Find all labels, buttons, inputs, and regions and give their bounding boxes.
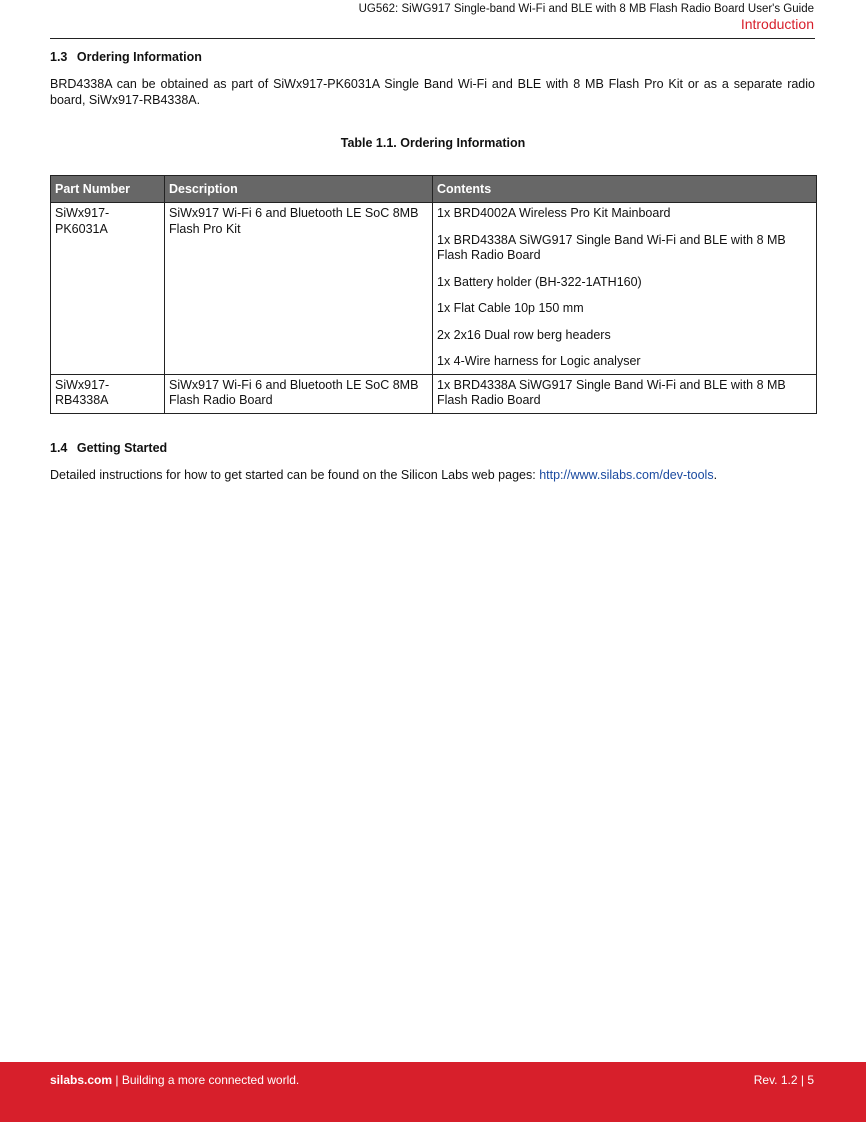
column-header: Description [165,176,433,203]
footer-slogan: | Building a more connected world. [112,1073,300,1087]
ordering-table [50,175,817,414]
table-row [51,374,817,413]
contents-cell [433,203,817,375]
section-name: Introduction [740,16,814,32]
page-footer [0,1062,866,1122]
content-item: 1x BRD4338A SiWG917 Single Band Wi-Fi and BLE with 8 MB Flash Radio Board [437,377,786,407]
content-item: 1x BRD4338A SiWG917 Single Band Wi-Fi and BLE with 8 MB Flash Radio Board [437,232,786,262]
description-cell: SiWx917 Wi-Fi 6 and Bluetooth LE SoC 8MB Flash Pro Kit [165,203,433,375]
table-header-row [51,176,817,203]
contents-cell [433,374,817,413]
section-number: 1.3 [50,50,68,64]
part-number-cell: SiWx917-PK6031A [51,203,165,375]
getting-started-paragraph [50,468,815,484]
table-caption: Table 1.1. Ordering Information [340,136,526,150]
paragraph-end: . [713,468,718,482]
content-item: 1x Flat Cable 10p 150 mm [437,301,584,315]
section-heading-1-3 [50,50,202,64]
section-title: Ordering Information [76,50,202,64]
part-number-cell: SiWx917-RB4338A [51,374,165,413]
content-item: 1x BRD4002A Wireless Pro Kit Mainboard [437,206,671,220]
section-number: 1.4 [50,441,68,455]
document-title: UG562: SiWG917 Single-band Wi-Fi and BLE with 8 MB Flash Radio Board User's Guide [358,3,814,15]
header-divider [50,38,815,39]
content-item: 1x 4-Wire harness for Logic analyser [437,354,641,368]
paragraph-text: Detailed instructions for how to get started can be found on the Silicon Labs web pages: [50,468,540,482]
column-header: Contents [433,176,817,203]
ordering-paragraph: BRD4338A can be obtained as part of SiWx917-PK6031A Single Band Wi-Fi and BLE with 8 MB Flash Pro Kit or as a separate radio board, SiWx917-RB4338A. [50,77,815,107]
column-header: Part Number [51,176,165,203]
dev-tools-link[interactable]: http://www.silabs.com/dev-tools [539,468,714,482]
section-heading-1-4 [50,441,167,455]
content-item: 1x Battery holder (BH-322-1ATH160) [437,274,642,289]
footer-site: silabs.com [50,1073,113,1087]
footer-tagline [50,1073,299,1087]
table-row [51,203,817,375]
description-cell: SiWx917 Wi-Fi 6 and Bluetooth LE SoC 8MB Flash Radio Board [165,374,433,413]
footer-revision: Rev. 1.2 | 5 [753,1073,814,1087]
section-title: Getting Started [76,441,168,455]
content-item: 2x 2x16 Dual row berg headers [437,327,611,342]
